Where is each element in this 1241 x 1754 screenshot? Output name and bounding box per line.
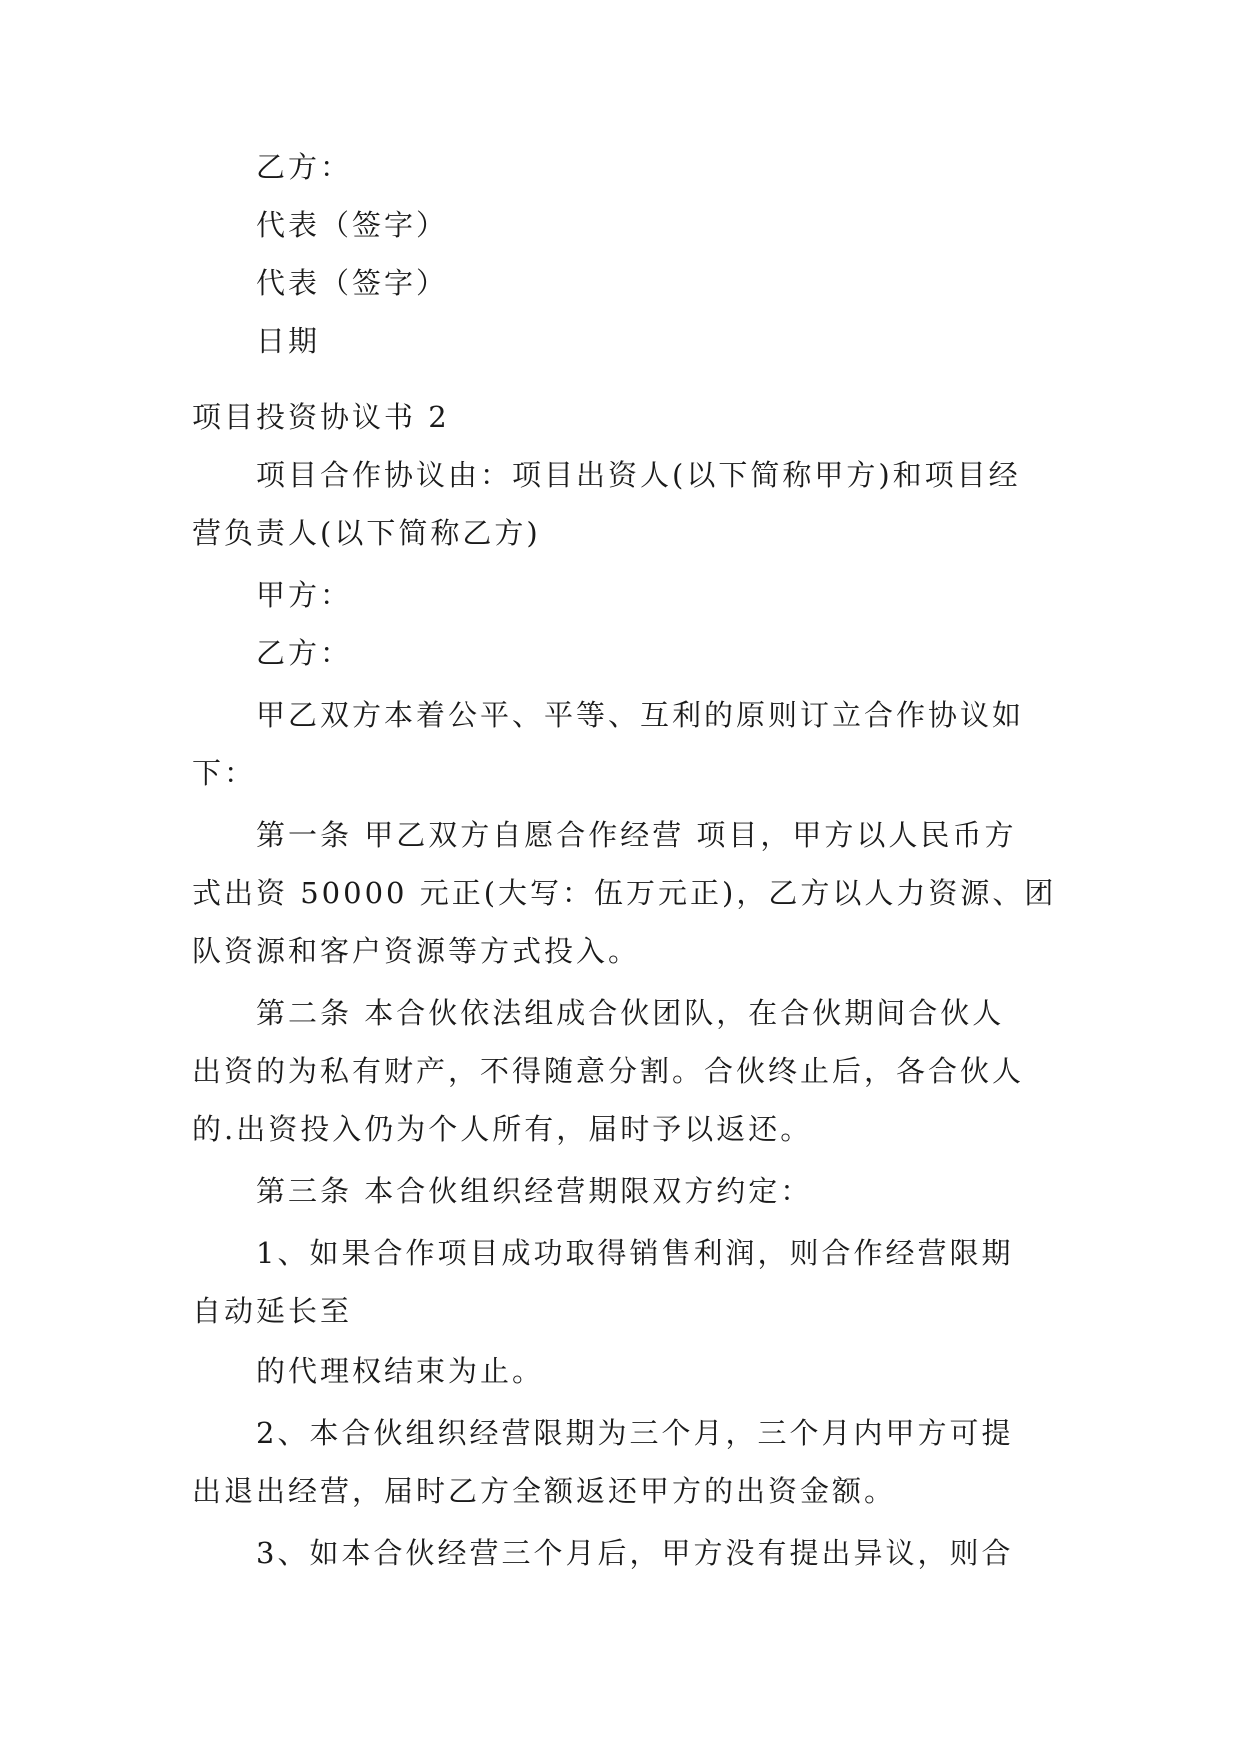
article-2-line-3: 的.出资投入仍为个人所有，届时予以返还。 xyxy=(192,1112,813,1146)
principle-paragraph-line-2: 下： xyxy=(192,756,257,790)
representative-signature-label-2: 代表（签字） xyxy=(256,266,449,300)
item-1-line-3: 的代理权结束为止。 xyxy=(256,1354,545,1388)
party-a-label: 甲方： xyxy=(256,578,353,612)
intro-paragraph-line-1: 项目合作协议由：项目出资人(以下简称甲方)和项目经 xyxy=(256,458,1021,492)
item-1-line-2: 自动延长至 xyxy=(192,1294,353,1328)
item-3-line-1: 3、如本合伙经营三个月后，甲方没有提出异议，则合 xyxy=(256,1536,1014,1570)
article-2-line-2: 出资的为私有财产，不得随意分割。合伙终止后，各合伙人 xyxy=(192,1054,1025,1088)
item-2-line-2: 出退出经营，届时乙方全额返还甲方的出资金额。 xyxy=(192,1474,897,1508)
article-3-heading: 第三条 本合伙组织经营期限双方约定： xyxy=(256,1174,813,1208)
principle-paragraph-line-1: 甲乙双方本着公平、平等、互利的原则订立合作协议如 xyxy=(256,698,1025,732)
signature-party-b-label: 乙方： xyxy=(256,150,353,184)
date-label: 日期 xyxy=(256,324,321,358)
party-b-label: 乙方： xyxy=(256,636,353,670)
section-title: 项目投资协议书 2 xyxy=(192,400,450,434)
article-1-line-2: 式出资 50000 元正(大写：伍万元正)，乙方以人力资源、团 xyxy=(192,876,1057,910)
article-2-line-1: 第二条 本合伙依法组成合伙团队，在合伙期间合伙人 xyxy=(256,996,1005,1030)
representative-signature-label: 代表（签字） xyxy=(256,208,449,242)
article-1-line-1: 第一条 甲乙双方自愿合作经营 项目，甲方以人民币方 xyxy=(256,818,1017,852)
item-1-line-1: 1、如果合作项目成功取得销售利润，则合作经营限期 xyxy=(256,1236,1014,1270)
intro-paragraph-line-2: 营负责人(以下简称乙方) xyxy=(192,516,541,550)
item-2-line-1: 2、本合伙组织经营限期为三个月，三个月内甲方可提 xyxy=(256,1416,1014,1450)
article-1-line-3: 队资源和客户资源等方式投入。 xyxy=(192,934,641,968)
